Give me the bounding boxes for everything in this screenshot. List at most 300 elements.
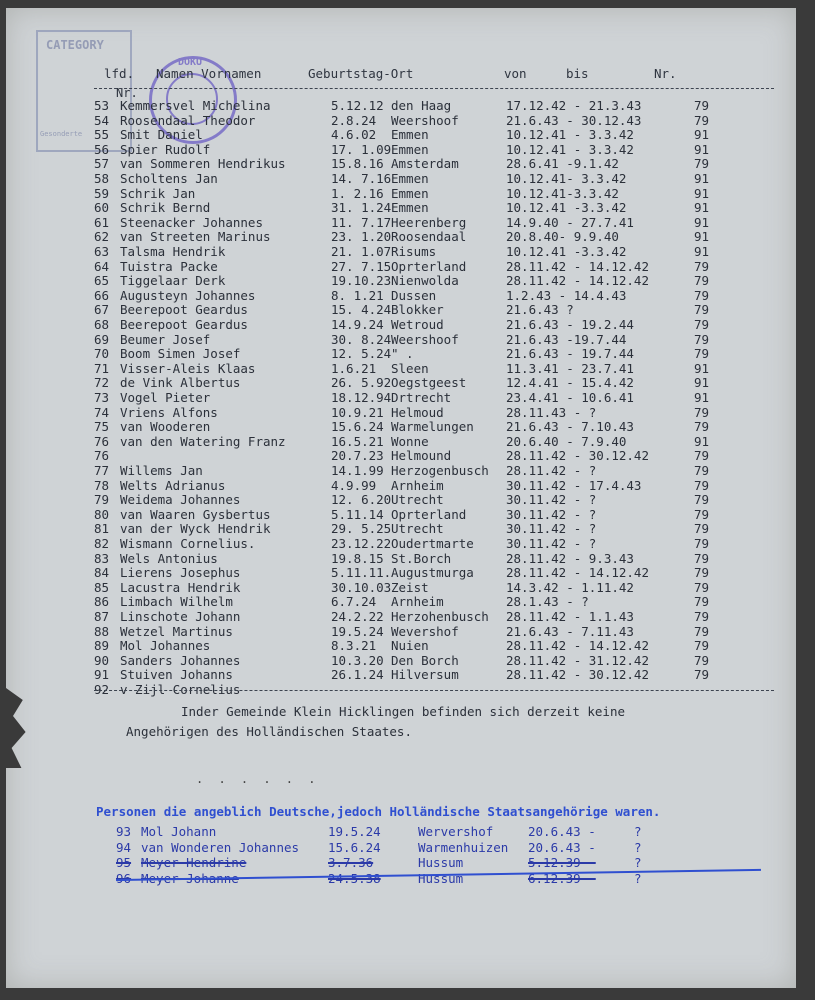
row-name: Sanders Johannes	[120, 652, 241, 668]
blue-row-number: 93	[116, 824, 132, 839]
round-stamp-text: DOKU	[178, 57, 203, 68]
row-date-range: 28.11.42 - 30.12.42	[506, 448, 649, 464]
row-number: 76	[94, 448, 110, 464]
row-date-range: 21.6.43 ?	[506, 302, 574, 318]
row-date-range: 28.6.41 -9.1.42	[506, 156, 619, 172]
row-code: 79	[694, 273, 710, 289]
row-name: Schrik Bernd	[120, 200, 211, 216]
row-date-range: 28.11.42 - 14.12.42	[506, 565, 649, 581]
row-code: 79	[694, 565, 710, 581]
row-name: Scholtens Jan	[120, 171, 218, 186]
blue-row-date-range: 6.12.39 -	[528, 870, 596, 886]
row-number: 92	[94, 682, 110, 697]
row-name: Weidema Johannes	[120, 492, 241, 508]
row-birth-place: Wonne	[391, 433, 429, 449]
table-row	[6, 361, 786, 377]
row-date-range: 14.9.40 - 27.7.41	[506, 214, 634, 230]
row-date-range: 1.2.43 - 14.4.43	[506, 287, 627, 303]
blue-row-birth-place: Hussum	[418, 855, 464, 870]
table-row	[6, 507, 786, 523]
row-name: Boom Simen Josef	[120, 346, 241, 362]
row-number: 53	[94, 98, 110, 113]
blue-row-mark: ?	[634, 855, 642, 870]
row-number: 57	[94, 156, 110, 172]
row-name: v Zijl Cornelius	[120, 682, 241, 697]
row-birth-date: 15.6.24	[331, 419, 384, 435]
row-name: Roosendaal Theodor	[120, 112, 256, 128]
table-row	[6, 463, 786, 479]
table-row	[6, 434, 786, 450]
table-row	[6, 200, 786, 216]
blue-list-row	[6, 840, 786, 856]
row-date-range: 28.11.42 - 14.12.42	[506, 273, 649, 289]
row-name: Spier Rudolf	[120, 141, 211, 157]
row-name: Wels Antonius	[120, 550, 218, 566]
row-code: 91	[694, 214, 710, 230]
row-birth-date: 4.9.99	[331, 477, 377, 493]
row-code: 91	[694, 360, 710, 376]
row-birth-place: Risums	[391, 244, 437, 259]
row-code: 79	[694, 302, 710, 318]
row-code: 79	[694, 506, 710, 522]
row-birth-date: 2.8.24	[331, 112, 377, 128]
row-date-range: 28.11.42 - ?	[506, 463, 597, 478]
blue-row-number: 96	[116, 870, 132, 886]
row-code: 91	[694, 229, 710, 245]
row-number: 80	[94, 506, 110, 522]
table-row	[6, 288, 786, 304]
row-birth-date: 1. 2.16	[331, 185, 384, 201]
row-code: 79	[694, 477, 710, 493]
row-number: 67	[94, 302, 110, 318]
category-stamp-subtext: Gesonderte	[40, 130, 83, 138]
row-name: van Waaren Gysbertus	[120, 506, 271, 522]
row-date-range: 10.12.41-3.3.42	[506, 185, 619, 201]
row-code: 91	[694, 244, 710, 259]
row-birth-date: 16.5.21	[331, 433, 384, 449]
row-number: 79	[94, 492, 110, 508]
table-row	[6, 127, 786, 143]
row-birth-date: 5.11.11.	[331, 565, 392, 581]
row-name: Willems Jan	[120, 463, 203, 478]
row-code: 79	[694, 536, 710, 551]
blue-row-mark: ?	[634, 839, 642, 855]
blue-row-name: Mol Johann	[141, 824, 217, 839]
row-number: 56	[94, 141, 110, 157]
row-birth-place: Sleen	[391, 360, 429, 376]
row-code: 79	[694, 419, 710, 435]
blue-row-name: van Wonderen Johannes	[141, 839, 300, 855]
row-name: Limbach Wilhelm	[120, 594, 233, 610]
row-birth-date: 5.11.14	[331, 506, 384, 522]
row-birth-date: 21. 1.07	[331, 244, 392, 259]
row-birth-date: 5.12.12	[331, 98, 384, 113]
row-birth-date: 14. 7.16	[331, 171, 392, 186]
header-bis: bis	[566, 66, 589, 81]
row-date-range: 10.12.41 - 3.3.42	[506, 141, 634, 157]
row-code: 79	[694, 404, 710, 420]
row-date-range: 28.11.42 - 31.12.42	[506, 652, 649, 668]
row-date-range: 28.11.42 - 14.12.42	[506, 638, 649, 654]
header-rule	[94, 88, 774, 89]
row-birth-place: Hilversum	[391, 667, 459, 683]
row-birth-date: 6.7.24	[331, 594, 377, 610]
table-row	[6, 667, 786, 683]
row-number: 89	[94, 638, 110, 654]
row-name: van Streeten Marinus	[120, 229, 271, 245]
note-line-1: Inder Gemeinde Klein Hicklingen befinden sich derzeit keine	[181, 704, 626, 719]
row-number: 69	[94, 331, 110, 347]
blue-row-name: Meyer Hendrine	[141, 855, 247, 870]
row-date-range: 10.12.41- 3.3.42	[506, 171, 627, 186]
row-birth-place: Herzohenbusch	[391, 609, 489, 624]
table-row	[6, 171, 786, 187]
row-number: 82	[94, 536, 110, 551]
row-number: 54	[94, 112, 110, 128]
header-names: Namen Vornamen	[156, 66, 262, 81]
row-birth-date: 23. 1.20	[331, 229, 392, 245]
row-birth-place: Augustmurga	[391, 565, 474, 581]
row-birth-place: Emmen	[391, 200, 429, 216]
row-code: 79	[694, 594, 710, 610]
row-birth-place: Oegstgeest	[391, 375, 467, 391]
header-nr-right: Nr.	[654, 66, 677, 81]
row-number: 77	[94, 463, 110, 478]
row-number: 81	[94, 521, 110, 537]
row-name: van Sommeren Hendrikus	[120, 156, 286, 172]
row-birth-date: 12. 5.24	[331, 346, 392, 362]
row-date-range: 30.11.42 - ?	[506, 521, 597, 537]
row-number: 73	[94, 390, 110, 405]
row-name: de Vink Albertus	[120, 375, 241, 391]
row-number: 62	[94, 229, 110, 245]
row-code: 79	[694, 652, 710, 668]
table-row	[6, 156, 786, 172]
row-date-range: 21.6.43 - 7.10.43	[506, 419, 634, 435]
row-birth-place: Wetroud	[391, 317, 444, 332]
torn-edge	[6, 688, 34, 768]
blue-row-birth-date: 19.5.24	[328, 824, 381, 839]
row-code: 79	[694, 112, 710, 128]
row-name: Lacustra Hendrik	[120, 579, 241, 595]
row-birth-date: 8. 1.21	[331, 287, 384, 303]
row-date-range: 28.11.42 - 9.3.43	[506, 550, 634, 566]
table-row	[6, 521, 786, 537]
blue-row-name: Meyer Johanne	[141, 870, 239, 886]
table-row	[6, 113, 786, 129]
row-code: 79	[694, 667, 710, 683]
row-date-range: 21.6.43 - 19.7.44	[506, 346, 634, 362]
row-number: 83	[94, 550, 110, 566]
row-date-range: 30.11.42 - ?	[506, 506, 597, 522]
table-end-rule	[94, 690, 774, 691]
row-name: Vriens Alfons	[120, 404, 218, 420]
header-birth: Geburtstag-Ort	[308, 66, 414, 81]
row-name: Wismann Cornelius.	[120, 536, 256, 551]
blue-row-birth-place: Hussum	[418, 870, 464, 886]
row-date-range: 30.11.42 - ?	[506, 536, 597, 551]
document-sheet	[6, 8, 796, 988]
row-birth-place: Dussen	[391, 287, 437, 303]
row-birth-date: 18.12.94	[331, 390, 392, 405]
row-code: 91	[694, 127, 710, 143]
row-birth-date: 8.3.21	[331, 638, 377, 654]
blue-row-date-range: 20.6.43 -	[528, 824, 596, 839]
row-date-range: 21.6.43 - 30.12.43	[506, 112, 642, 128]
blue-list-row	[6, 824, 786, 840]
row-birth-place: Zeist	[391, 579, 429, 595]
row-number: 86	[94, 594, 110, 610]
row-birth-place: Arnheim	[391, 594, 444, 610]
row-birth-place: Den Borch	[391, 652, 459, 668]
row-birth-place: Emmen	[391, 185, 429, 201]
header-lfd: lfd.	[104, 66, 135, 81]
row-birth-date: 19.8.15	[331, 550, 384, 566]
row-birth-place: Emmen	[391, 171, 429, 186]
table-row	[6, 580, 786, 596]
table-row	[6, 594, 786, 610]
row-number: 88	[94, 623, 110, 639]
row-number: 84	[94, 565, 110, 581]
row-code: 79	[694, 521, 710, 537]
row-code: 79	[694, 346, 710, 362]
row-code: 91	[694, 375, 710, 391]
row-number: 55	[94, 127, 110, 143]
row-date-range: 17.12.42 - 21.3.43	[506, 98, 642, 113]
row-number: 64	[94, 258, 110, 274]
row-number: 59	[94, 185, 110, 201]
table-row	[6, 332, 786, 348]
row-number: 72	[94, 375, 110, 391]
row-date-range: 10.12.41 - 3.3.42	[506, 127, 634, 143]
row-number: 78	[94, 477, 110, 493]
row-name: Linschote Johann	[120, 609, 241, 624]
row-date-range: 11.3.41 - 23.7.41	[506, 360, 634, 376]
row-name: Visser-Aleis Klaas	[120, 360, 256, 376]
row-code: 79	[694, 258, 710, 274]
row-number: 58	[94, 171, 110, 186]
row-birth-date: 31. 1.24	[331, 200, 392, 216]
row-birth-date: 24.2.22	[331, 609, 384, 624]
row-birth-place: Roosendaal	[391, 229, 467, 245]
table-row	[6, 448, 786, 464]
row-code: 91	[694, 185, 710, 201]
table-row	[6, 536, 786, 552]
row-birth-place: St.Borch	[391, 550, 452, 566]
table-row	[6, 419, 786, 435]
row-birth-date: 20.7.23	[331, 448, 384, 464]
row-birth-place: Warmelungen	[391, 419, 474, 435]
row-birth-place: Amsterdam	[391, 156, 459, 172]
row-number: 65	[94, 273, 110, 289]
row-name: Steenacker Johannes	[120, 214, 263, 230]
row-birth-place: den Haag	[391, 98, 452, 113]
row-number: 71	[94, 360, 110, 376]
row-number: 66	[94, 287, 110, 303]
row-number: 75	[94, 419, 110, 435]
row-code: 91	[694, 390, 710, 405]
row-birth-date: 26.1.24	[331, 667, 384, 683]
row-name: Beumer Josef	[120, 331, 211, 347]
row-birth-place: Wevershof	[391, 623, 459, 639]
row-date-range: 20.8.40- 9.9.40	[506, 229, 619, 245]
row-birth-place: Helmound	[391, 448, 452, 464]
row-code: 79	[694, 550, 710, 566]
row-number: 68	[94, 317, 110, 332]
blue-row-birth-place: Wervershof	[418, 824, 494, 839]
row-birth-place: Helmoud	[391, 404, 444, 420]
row-birth-place: Oprterland	[391, 506, 467, 522]
row-birth-date: 23.12.22	[331, 536, 392, 551]
row-name: Welts Adrianus	[120, 477, 226, 493]
header-nr: Nr.	[116, 86, 138, 100]
row-code: 79	[694, 623, 710, 639]
blue-row-birth-date: 15.6.24	[328, 839, 381, 855]
table-row	[6, 244, 786, 260]
row-birth-place: Emmen	[391, 127, 429, 143]
row-birth-date: 10.3.20	[331, 652, 384, 668]
blue-row-birth-date: 24.5.38	[328, 870, 381, 886]
dotted-filler: . . . . . .	[196, 772, 320, 786]
row-date-range: 28.11.42 - 14.12.42	[506, 258, 649, 274]
row-name: Tiggelaar Derk	[120, 273, 226, 289]
row-date-range: 12.4.41 - 15.4.42	[506, 375, 634, 391]
row-birth-date: 12. 6.20	[331, 492, 392, 508]
row-number: 60	[94, 200, 110, 216]
row-birth-date: 15.8.16	[331, 156, 384, 172]
row-birth-date: 15. 4.24	[331, 302, 392, 318]
row-code: 91	[694, 200, 710, 216]
table-row	[6, 215, 786, 231]
row-birth-date: 1.6.21	[331, 360, 377, 376]
row-number: 91	[94, 667, 110, 683]
row-birth-date: 19.10.23	[331, 273, 392, 289]
table-row	[6, 186, 786, 202]
row-date-range: 10.12.41 -3.3.42	[506, 200, 627, 216]
row-name: Wetzel Martinus	[120, 623, 233, 639]
row-code: 79	[694, 638, 710, 654]
row-name: Stuiven Johanns	[120, 667, 233, 683]
row-birth-date: 19.5.24	[331, 623, 384, 639]
row-number: 76	[94, 433, 110, 449]
row-number: 85	[94, 579, 110, 595]
row-birth-date: 26. 5.92	[331, 375, 392, 391]
note-line-2: Angehörigen des Holländischen Staates.	[126, 724, 412, 739]
row-code: 91	[694, 433, 710, 449]
row-birth-place: " .	[391, 346, 414, 362]
row-code: 79	[694, 492, 710, 508]
row-date-range: 28.1.43 - ?	[506, 594, 589, 610]
row-date-range: 30.11.42 - ?	[506, 492, 597, 508]
table-row	[6, 346, 786, 362]
row-name: Vogel Pieter	[120, 390, 211, 405]
category-stamp-text: CATEGORY	[46, 38, 104, 52]
table-row	[6, 653, 786, 669]
blue-row-number: 94	[116, 839, 132, 855]
row-date-range: 14.3.42 - 1.11.42	[506, 579, 634, 595]
row-name: van der Wyck Hendrik	[120, 521, 271, 537]
table-row	[6, 375, 786, 391]
row-birth-date: 4.6.02	[331, 127, 377, 143]
table-row	[6, 229, 786, 245]
row-code: 79	[694, 98, 710, 113]
row-birth-date: 29. 5.25	[331, 521, 392, 537]
row-name: Beerepoot Geardus	[120, 317, 248, 332]
row-birth-place: Oudertmarte	[391, 536, 474, 551]
row-birth-date: 14.9.24	[331, 317, 384, 332]
table-row	[6, 98, 786, 114]
row-code: 79	[694, 156, 710, 172]
row-birth-date: 17. 1.09	[331, 141, 392, 157]
row-code: 79	[694, 331, 710, 347]
row-name: Beerepoot Geardus	[120, 302, 248, 318]
table-row	[6, 259, 786, 275]
row-name: van Wooderen	[120, 419, 211, 435]
row-code: 91	[694, 171, 710, 186]
blue-list-row	[6, 855, 786, 871]
table-row	[6, 302, 786, 318]
row-code: 79	[694, 463, 710, 478]
table-row	[6, 317, 786, 333]
blue-row-date-range: 5.12.39 -	[528, 855, 596, 870]
row-number: 90	[94, 652, 110, 668]
blue-row-date-range: 20.6.43 -	[528, 839, 596, 855]
table-row	[6, 273, 786, 289]
row-birth-date: 27. 7.15	[331, 258, 392, 274]
row-name: Smit Daniel	[120, 127, 203, 143]
row-birth-place: Herzogenbusch	[391, 463, 489, 478]
row-number: 63	[94, 244, 110, 259]
row-code: 79	[694, 287, 710, 303]
row-name: van den Watering Franz	[120, 433, 286, 449]
row-name: Lierens Josephus	[120, 565, 241, 581]
table-row	[6, 142, 786, 158]
row-name: Kemmersvel Michelina	[120, 98, 271, 113]
table-row	[6, 565, 786, 581]
row-date-range: 23.4.41 - 10.6.41	[506, 390, 634, 405]
row-date-range: 21.6.43 -19.7.44	[506, 331, 627, 347]
row-birth-place: Oprterland	[391, 258, 467, 274]
blue-row-number: 95	[116, 855, 132, 870]
row-birth-date: 30. 8.24	[331, 331, 392, 347]
row-name: Mol Johannes	[120, 638, 211, 654]
row-birth-date: 10.9.21	[331, 404, 384, 420]
table-row	[6, 638, 786, 654]
row-birth-place: Blokker	[391, 302, 444, 318]
table-row	[6, 624, 786, 640]
row-date-range: 20.6.40 - 7.9.40	[506, 433, 627, 449]
row-birth-date: 14.1.99	[331, 463, 384, 478]
row-birth-date: 11. 7.17	[331, 214, 392, 230]
header-von: von	[504, 66, 527, 81]
row-birth-place: Arnheim	[391, 477, 444, 493]
blue-row-birth-date: 3.7.36	[328, 855, 374, 870]
row-birth-place: Nuien	[391, 638, 429, 654]
table-row	[6, 492, 786, 508]
row-date-range: 30.11.42 - 17.4.43	[506, 477, 642, 493]
row-birth-place: Heerenberg	[391, 214, 467, 230]
row-date-range: 10.12.41 -3.3.42	[506, 244, 627, 259]
row-code: 79	[694, 317, 710, 332]
blue-row-birth-place: Warmenhuizen	[418, 839, 509, 855]
table-row	[6, 551, 786, 567]
row-date-range: 28.11.42 - 1.1.43	[506, 609, 634, 624]
row-date-range: 28.11.42 - 30.12.42	[506, 667, 649, 683]
blue-section-title: Personen die angeblich Deutsche,jedoch Holländische Staatsangehörige waren.	[96, 804, 661, 819]
row-code: 79	[694, 579, 710, 595]
row-date-range: 21.6.43 - 7.11.43	[506, 623, 634, 639]
row-birth-place: Utrecht	[391, 521, 444, 537]
